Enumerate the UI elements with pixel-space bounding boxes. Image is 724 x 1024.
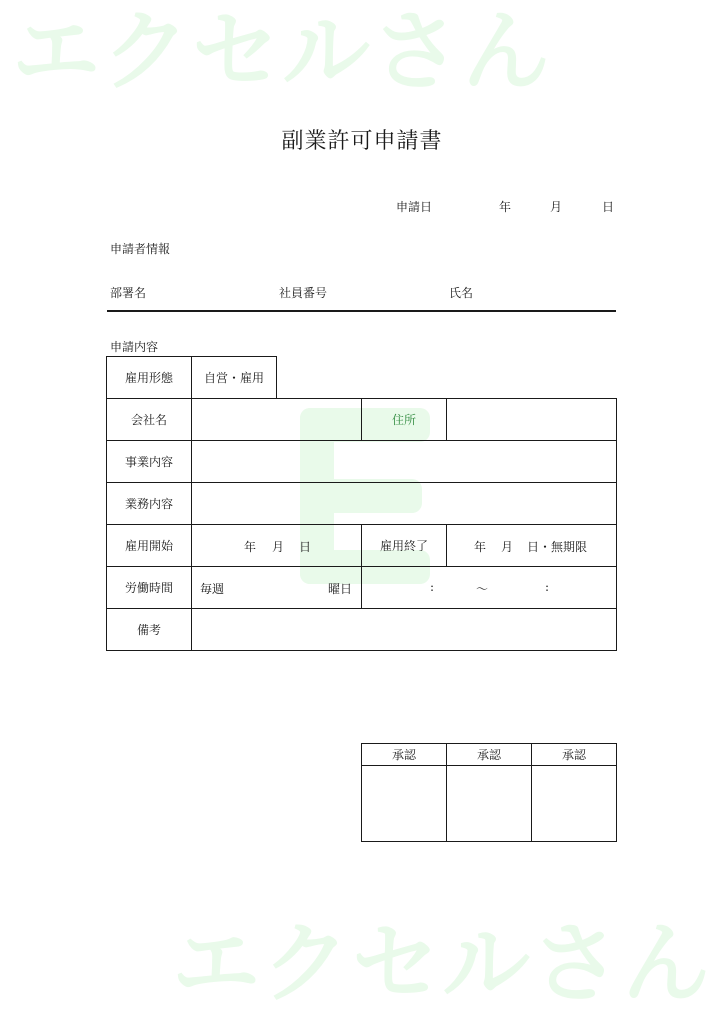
department-label: 部署名 [110,286,147,300]
weekday-suffix: 曜日 [328,582,353,596]
end-label: 雇用終了 [362,525,447,567]
duties-field[interactable] [192,483,617,525]
watermark-top: エクセルさん [12,0,553,103]
end-year-unit: 年 [474,540,487,554]
approval-stamp-box-2[interactable] [447,766,532,842]
start-month-unit: 月 [272,540,285,554]
company-row [107,399,617,441]
content-section-label: 申請内容 [110,340,159,354]
approval-stamp-box-1[interactable] [362,766,447,842]
duties-label: 業務内容 [107,483,192,525]
application-form-table [106,356,617,651]
business-field[interactable] [192,441,617,483]
applicant-underline [107,310,616,312]
applicant-section-label: 申請者情報 [110,242,171,256]
weekly-prefix: 毎週 [200,582,225,596]
remarks-field[interactable] [192,609,617,651]
employment-type-row [107,357,617,399]
company-field[interactable] [192,399,362,441]
end-day-unlimited: 日・無期限 [527,540,588,554]
application-date-year: 年 [499,200,512,214]
start-time-colon: : [430,580,435,594]
business-label: 事業内容 [107,441,192,483]
hours-label: 労働時間 [107,567,192,609]
time-range-tilde: ～ [476,582,489,596]
application-date-label: 申請日 [396,200,433,214]
approval-label-1: 承認 [362,744,447,766]
start-date-field[interactable] [192,525,362,567]
end-month-unit: 月 [501,540,514,554]
remarks-row [107,609,617,651]
watermark-bottom: エクセルさん [172,912,713,1015]
time-range-field[interactable] [362,567,617,609]
business-row [107,441,617,483]
employment-type-label: 雇用形態 [107,357,192,399]
weekly-field[interactable] [192,567,362,609]
employment-type-value[interactable]: 自営・雇用 [192,357,277,399]
company-label: 会社名 [107,399,192,441]
application-date-day: 日 [602,200,615,214]
end-date-field[interactable] [447,525,617,567]
start-day-unit: 日 [299,540,312,554]
approval-stamp-row [362,766,617,842]
approval-label-2: 承認 [447,744,532,766]
start-label: 雇用開始 [107,525,192,567]
approval-stamp-box-3[interactable] [532,766,617,842]
start-year-unit: 年 [244,540,257,554]
approval-table [361,743,617,842]
application-date-month: 月 [550,200,563,214]
employee-number-label: 社員番号 [279,286,328,300]
duties-row [107,483,617,525]
approval-label-3: 承認 [532,744,617,766]
end-time-colon: : [545,580,550,594]
approval-header-row [362,744,617,766]
name-label: 氏名 [449,286,474,300]
document-title: 副業許可申請書 [281,129,443,154]
address-label: 住所 [362,399,447,441]
remarks-label: 備考 [107,609,192,651]
employment-period-row [107,525,617,567]
address-field[interactable] [447,399,617,441]
working-hours-row [107,567,617,609]
